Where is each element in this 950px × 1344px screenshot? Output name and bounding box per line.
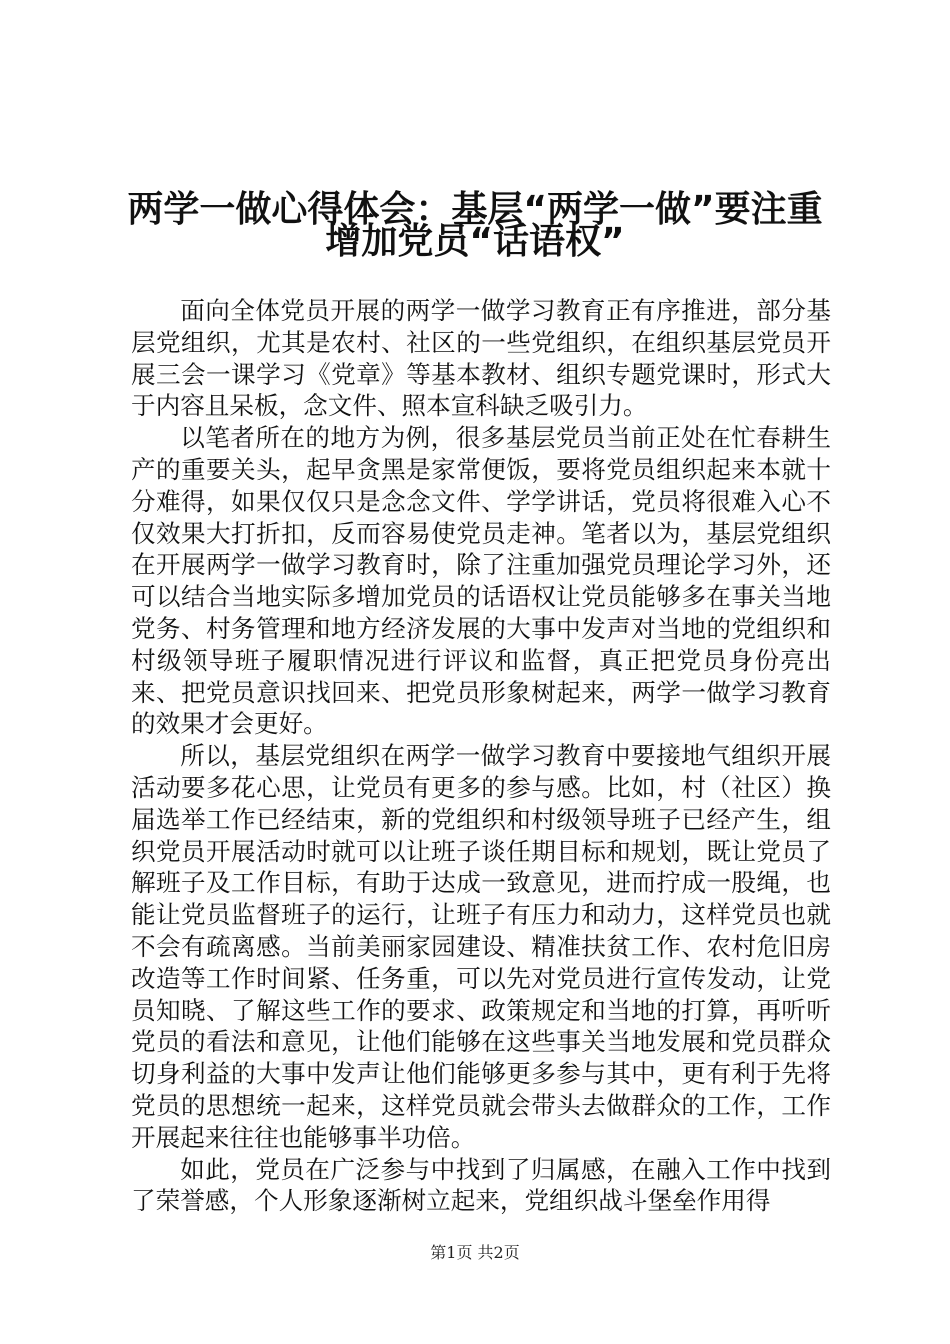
document-body	[131, 295, 831, 1217]
paragraph: 所以，基层党组织在两学一做学习教育中要接地气组织开展活动要多花心思，让党员有更多的参与感。比如，村（社区）换届选举工作已经结束，新的党组织和村级领导班子已经产生，组织党员开展活动时就可以让班子谈任期目标和规划，既让党员了解班子及工作目标，有助于达成一致意见，进而拧成一股绳，也能让党员监督班子的运行，让班子有压力和动力，这样党员也就不会有疏离感。当前美丽家园建设、精准扶贫工作、农村危旧房改造等工作时间紧、任务重，可以先对党员进行宣传发动，让党员知晓、了解这些工作的要求、政策规定和当地的打算，再听听党员的看法和意见，让他们能够在这些事关当地发展和党员群众切身利益的大事中发声让他们能够更多参与其中，更有利于先将党员的思想统一起来，这样党员就会带头去做群众的工作，工作开展起来往往也能够事半功倍。	[131, 741, 831, 1152]
page-title-line-1: 两学一做心得体会：基层“两学一做”要注重	[127, 189, 823, 230]
paragraph: 以笔者所在的地方为例，很多基层党员当前正处在忙春耕生产的重要关头，起早贪黑是家常便饭，要将党员组织起来本就十分难得，如果仅仅只是念念文件、学学讲话，党员将很难入心不仅效果大打折扣，反而容易使党员走神。笔者以为，基层党组织在开展两学一做学习教育时，除了注重加强党员理论学习外，还可以结合当地实际多增加党员的话语权让党员能够多在事关当地党务、村务管理和地方经济发展的大事中发声对当地的党组织和村级领导班子履职情况进行评议和监督，真正把党员身份亮出来、把党员意识找回来、把党员形象树起来，两学一做学习教育的效果才会更好。	[131, 423, 831, 739]
page-title-line-2: 增加党员“话语权”	[325, 221, 625, 262]
paragraph: 面向全体党员开展的两学一做学习教育正有序推进，部分基层党组织，尤其是农村、社区的一些党组织，在组织基层党员开展三会一课学习《党章》等基本教材、组织专题党课时，形式大于内容且呆板，念文件、照本宣科缺乏吸引力。	[131, 296, 831, 421]
page-number-footer: 第1页 共2页	[430, 1243, 520, 1262]
paragraph: 如此，党员在广泛参与中找到了归属感，在融入工作中找到了荣誉感，个人形象逐渐树立起来，党组织战斗堡垒作用得	[131, 1154, 831, 1216]
